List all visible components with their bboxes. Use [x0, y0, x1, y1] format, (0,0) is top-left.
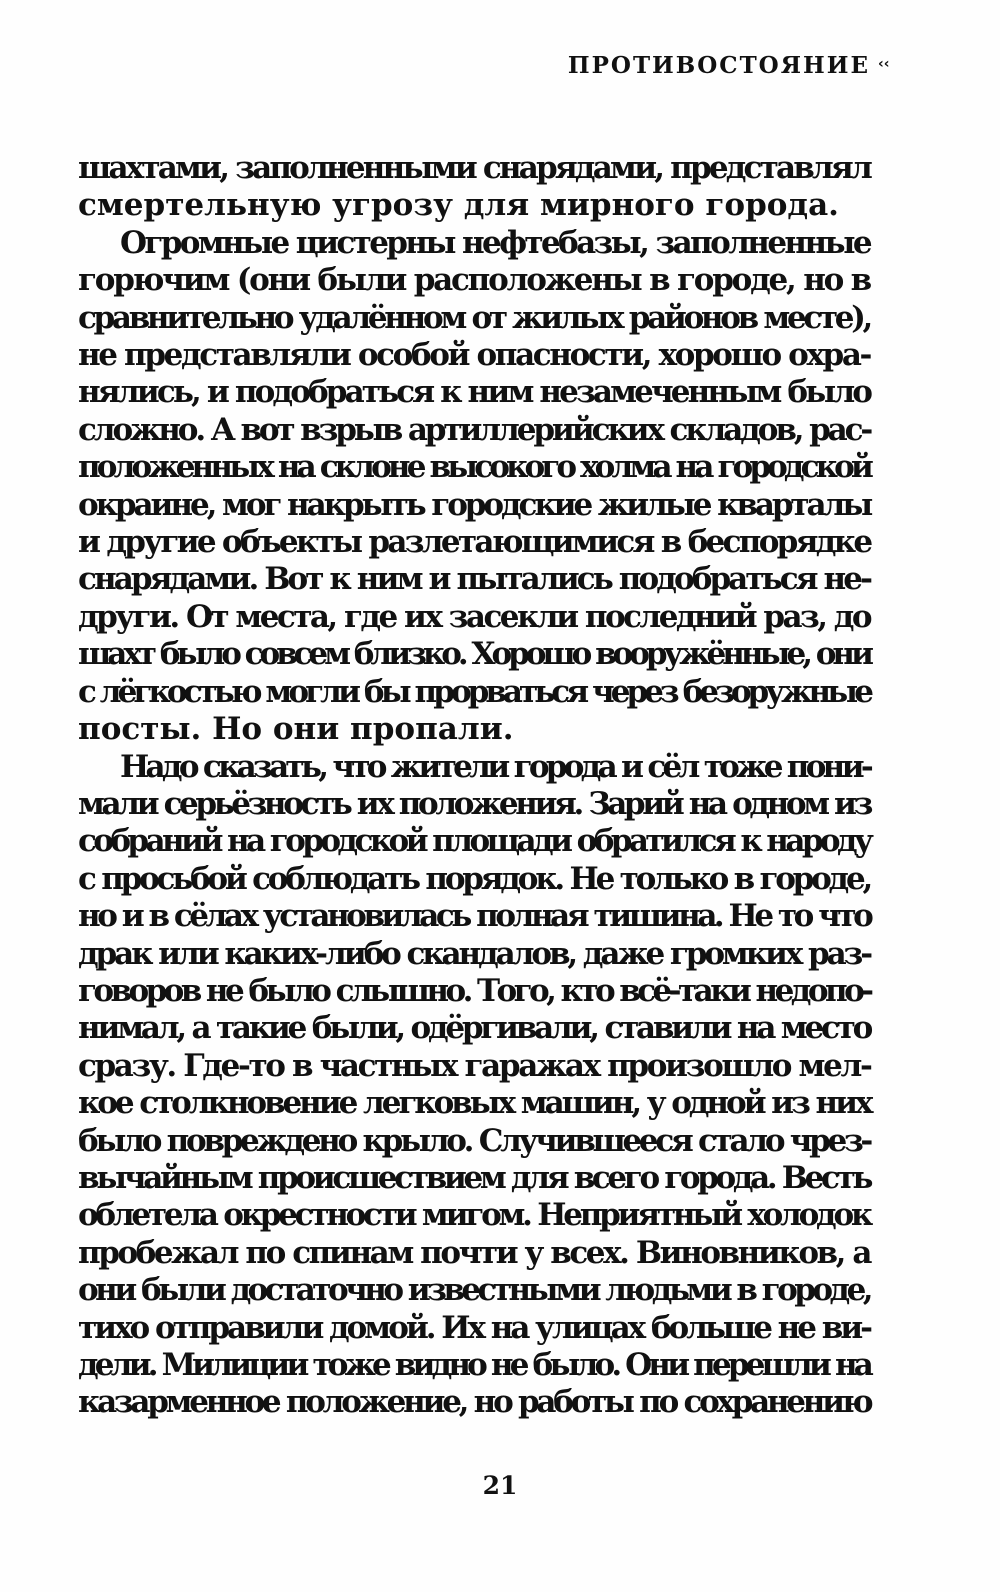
text-line: други. От места, где их засекли последний раз, до — [78, 598, 870, 635]
text-line: мали серьёзность их положения. Зарий на одном из — [78, 785, 870, 822]
text-line: сложно. А вот взрыв артиллерийских складов, рас- — [78, 411, 871, 448]
text-line: нялись, и подобраться к ним незамеченным было — [78, 374, 871, 411]
running-head-title: ПРОТИВОСТОЯНИЕ — [567, 52, 870, 79]
running-head-mark: ‹‹ — [878, 56, 890, 72]
text-line: не представляли особой опасности, хорошо охра- — [78, 337, 870, 374]
text-line: окраине, мог накрыть городские жилые кварталы — [78, 486, 871, 523]
text-line: было повреждено крыло. Случившееся стало чрез- — [78, 1122, 870, 1159]
text-line: Огромные цистерны нефтебазы, заполненные — [120, 224, 870, 261]
text-line: Надо сказать, что жители города и сёл тоже пони- — [120, 748, 871, 785]
text-line: но и в сёлах установилась полная тишина. Не то что — [78, 898, 871, 935]
text-line: тихо отправили домой. Их на улицах больше не ви- — [78, 1309, 870, 1346]
text-line: собраний на городской площади обратился к народу — [78, 823, 871, 860]
text-line: кое столкновение легковых машин, у одной из них — [78, 1085, 871, 1122]
text-line: с лёгкостью могли бы прорваться через безоружные — [78, 673, 870, 710]
text-line: нимал, а такие были, одёргивали, ставили на место — [78, 1010, 870, 1047]
text-line: говоров не было слышно. Того, кто всё-таки недопо- — [78, 972, 871, 1009]
page-number: 21 — [482, 1471, 518, 1500]
text-line: посты. Но они пропали. — [78, 711, 514, 748]
body-text — [78, 150, 870, 1422]
text-line: шахт было совсем близко. Хорошо вооружённые, они — [78, 636, 870, 673]
text-line: горючим (они были расположены в городе, но в — [78, 262, 870, 299]
text-line: дели. Милиции тоже видно не было. Они перешли на — [78, 1347, 870, 1383]
text-line: вычайным происшествием для всего города. Весть — [78, 1159, 871, 1196]
text-line: смертельную угрозу для мирного города. — [78, 187, 839, 224]
text-line: драк или каких-либо скандалов, даже громких раз- — [78, 935, 870, 972]
text-line: казарменное положение, но работы по сохранению — [78, 1384, 871, 1421]
text-line: сразу. Где-то в частных гаражах произошло мел- — [78, 1047, 871, 1084]
text-line: снарядами. Вот к ним и пытались подобраться не- — [78, 561, 870, 598]
text-line: с просьбой соблюдать порядок. Не только в городе, — [78, 860, 870, 897]
text-line: положенных на склоне высокого холма на городской — [78, 449, 870, 486]
text-line: сравнительно удалённом от жилых районов месте), — [78, 299, 871, 336]
text-line: облетела окрестности мигом. Неприятный холодок — [78, 1197, 870, 1234]
text-line: шахтами, заполненными снарядами, представлял — [78, 150, 870, 186]
text-line: они были достаточно известными людьми в городе, — [78, 1272, 870, 1309]
text-line: и другие объекты разлетающимися в беспорядке — [78, 524, 871, 561]
text-line: пробежал по спинам почти у всех. Виновников, а — [78, 1234, 870, 1271]
